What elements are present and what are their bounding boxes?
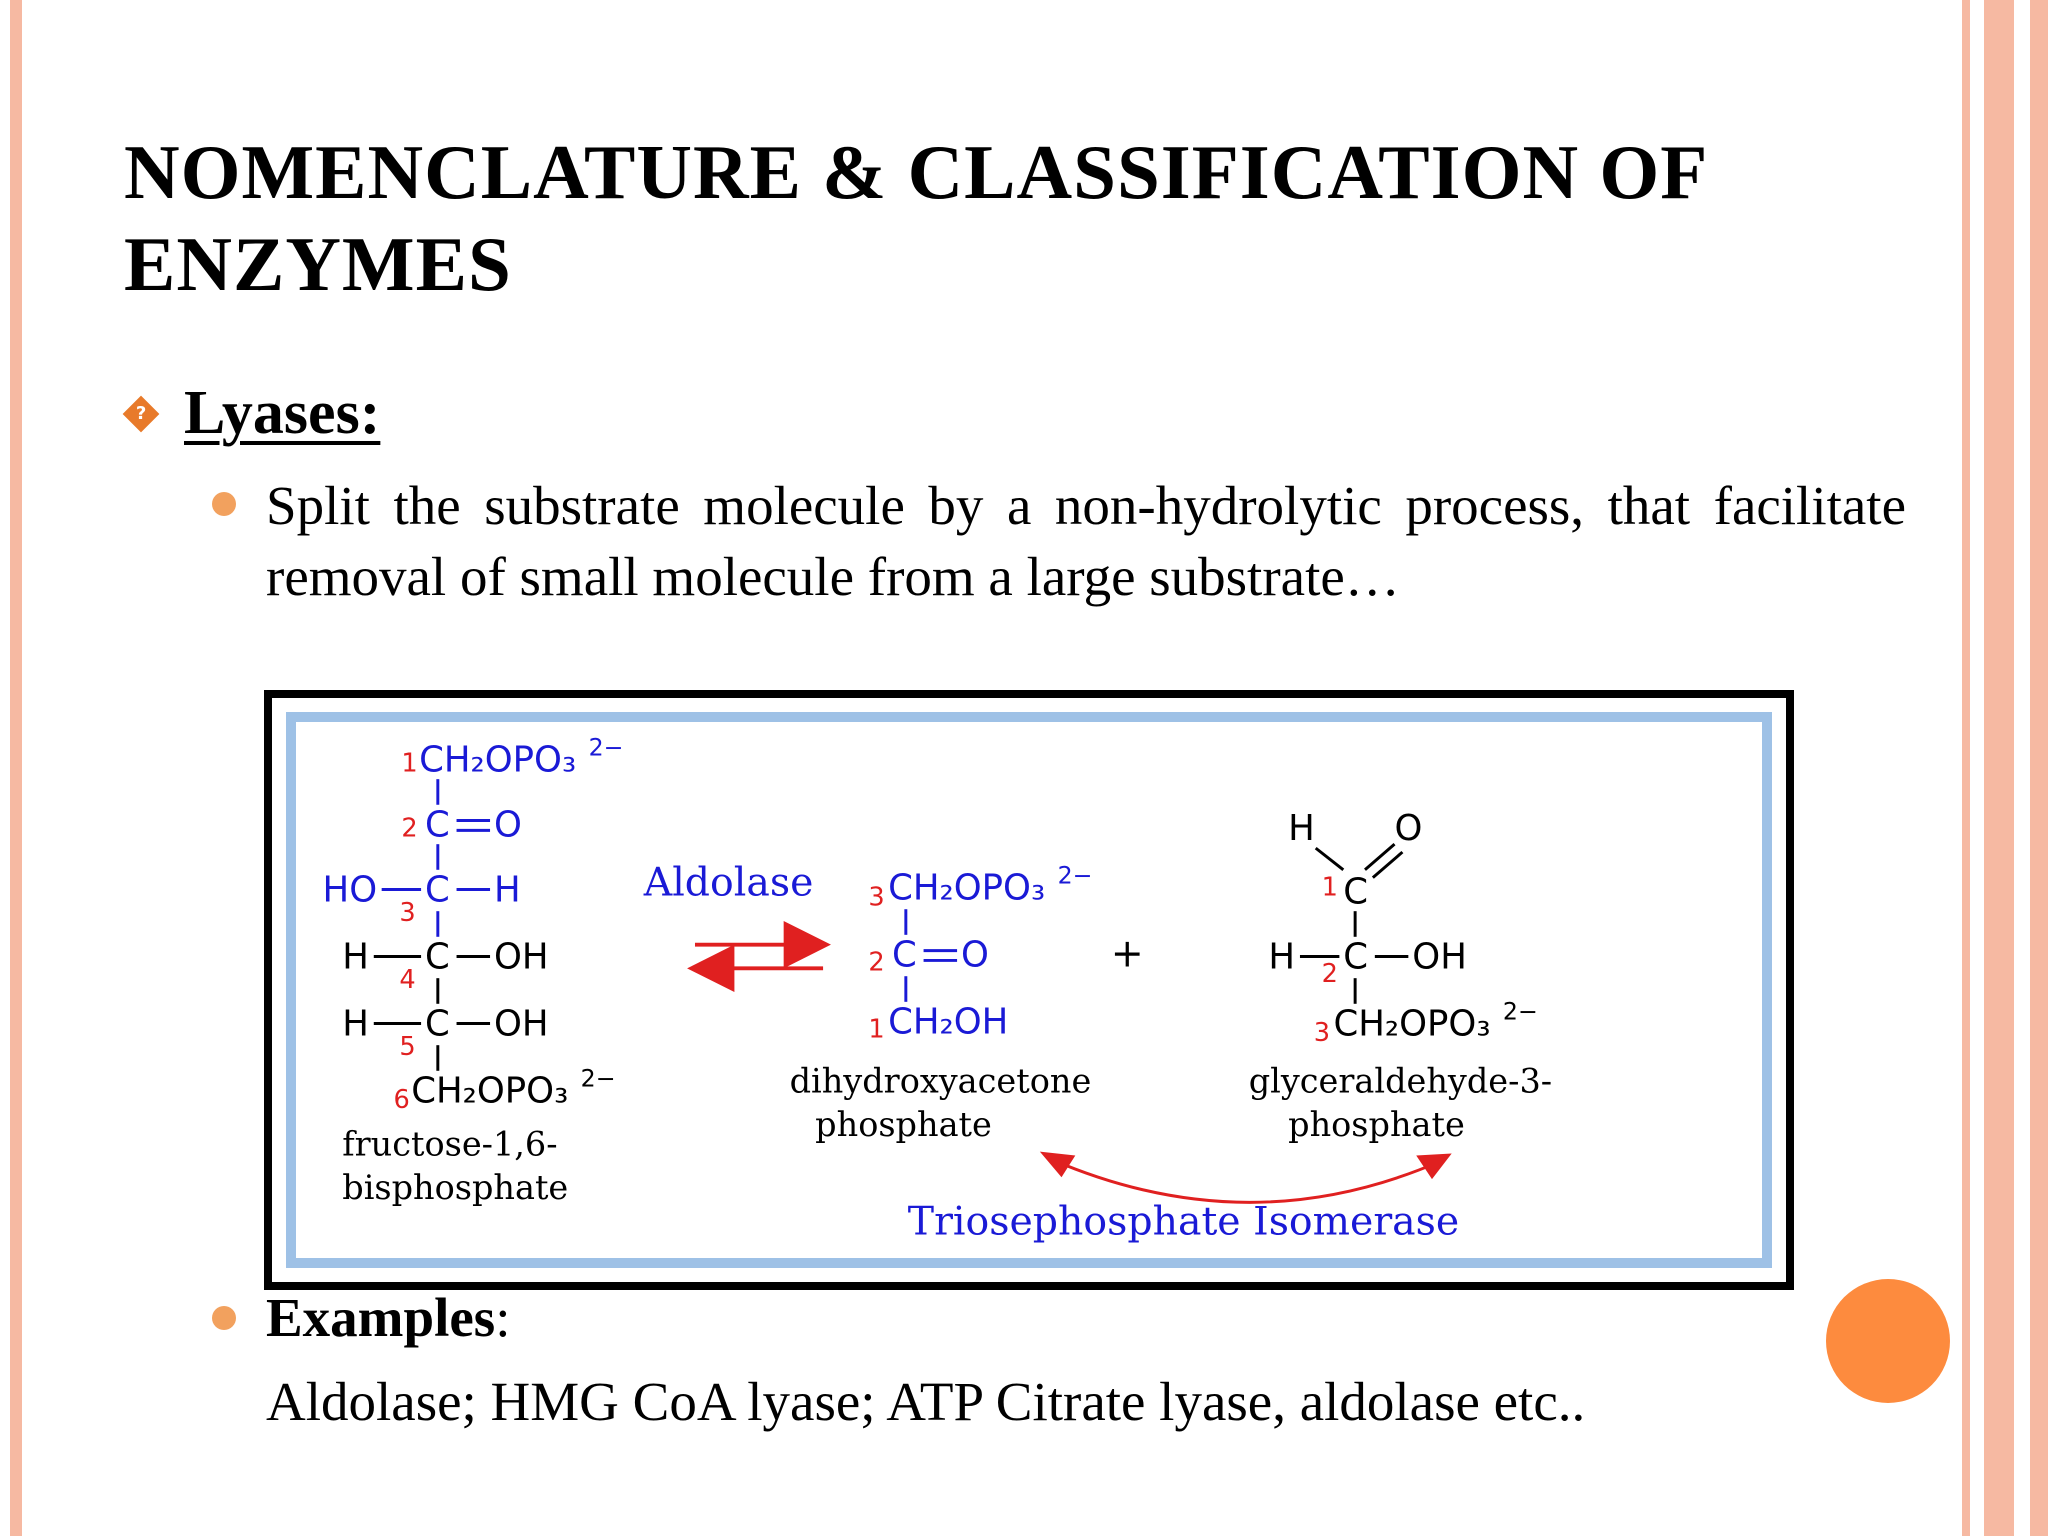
substrate-c6: CH₂OPO₃ bbox=[411, 1070, 569, 1112]
lyases-heading-text: Lyases: bbox=[184, 379, 381, 447]
examples-list: Aldolase; HMG CoA lyase; ATP Citrate lyase, aldolase etc.. bbox=[266, 1371, 1586, 1432]
substrate-c1-number: 1 bbox=[401, 748, 418, 779]
aldolase-reaction-figure bbox=[264, 690, 1794, 1290]
dhap-c1-number: 1 bbox=[868, 1014, 885, 1045]
dhap-name-line2: phosphate bbox=[815, 1104, 992, 1144]
substrate-c3-number: 3 bbox=[399, 898, 416, 929]
right-border-stripe-outer bbox=[2030, 0, 2048, 1536]
substrate-c3-ho: HO bbox=[322, 869, 378, 911]
substrate-c4-number: 4 bbox=[399, 965, 416, 996]
g3p-c3-charge: 2− bbox=[1502, 997, 1538, 1026]
substrate-name-line1: fructose-1,6- bbox=[342, 1124, 558, 1164]
bullet-dot-icon bbox=[212, 492, 236, 516]
substrate-c5-h: H bbox=[342, 1003, 369, 1045]
g3p-c1: C bbox=[1343, 871, 1369, 913]
dhap-c1: CH₂OH bbox=[888, 1001, 1009, 1043]
left-border-stripe bbox=[10, 0, 22, 1536]
examples-line bbox=[266, 1282, 1906, 1353]
orange-accent-circle bbox=[1826, 1279, 1950, 1403]
g3p-name-line1: glyceraldehyde-3- bbox=[1248, 1061, 1553, 1101]
g3p-name-line2: phosphate bbox=[1288, 1104, 1465, 1144]
g3p-c2-oh: OH bbox=[1412, 936, 1467, 978]
examples-label: Examples bbox=[266, 1287, 496, 1348]
figure-inner-frame bbox=[286, 712, 1772, 1268]
g3p-double-bond-1 bbox=[1365, 844, 1395, 870]
examples-colon: : bbox=[495, 1287, 511, 1348]
substrate-c1-charge: 2− bbox=[588, 733, 624, 762]
g3p-c2-number: 2 bbox=[1321, 959, 1338, 990]
dhap-c3-charge: 2− bbox=[1057, 861, 1093, 890]
right-border-stripe-inner bbox=[1962, 0, 1970, 1536]
substrate-c2-oxygen: O bbox=[493, 804, 522, 846]
right-border-stripe-wide bbox=[1984, 0, 2014, 1536]
lyases-definition: Split the substrate molecule by a non-hydrolytic process, that facilitate removal of small molecule from a large substrate… bbox=[266, 475, 1906, 607]
substrate-c2: C bbox=[425, 804, 450, 846]
plus-sign: + bbox=[1110, 930, 1144, 977]
isomerase-enzyme-label: Triosephosphate Isomerase bbox=[907, 1198, 1460, 1245]
diamond-bullet-icon: ? bbox=[123, 395, 160, 432]
g3p-c2: C bbox=[1343, 936, 1369, 978]
reaction-diagram bbox=[296, 722, 1762, 1258]
substrate-c3: C bbox=[425, 869, 450, 911]
dhap-c3: CH₂OPO₃ bbox=[888, 867, 1046, 909]
g3p-c1-number: 1 bbox=[1321, 872, 1338, 903]
substrate-c5: C bbox=[425, 1003, 450, 1045]
g3p-c2-h: H bbox=[1268, 936, 1296, 978]
substrate-c1: CH₂OPO₃ bbox=[419, 739, 577, 781]
aldolase-enzyme-label: Aldolase bbox=[643, 859, 814, 906]
bullet-dot-icon-2 bbox=[212, 1306, 236, 1330]
dhap-c3-number: 3 bbox=[868, 882, 885, 913]
isomerase-arrowhead-right bbox=[1416, 1154, 1451, 1180]
g3p-top-o: O bbox=[1394, 808, 1423, 850]
g3p-c3-number: 3 bbox=[1313, 1018, 1331, 1049]
dhap-c2: C bbox=[892, 934, 917, 976]
substrate-name-line2: bisphosphate bbox=[342, 1167, 569, 1207]
g3p-double-bond-2 bbox=[1373, 852, 1403, 878]
dhap-c2-oxygen: O bbox=[961, 934, 989, 976]
g3p-c3: CH₂OPO₃ bbox=[1333, 1003, 1491, 1045]
substrate-c4-oh: OH bbox=[493, 936, 549, 978]
substrate-c5-oh: OH bbox=[493, 1003, 549, 1045]
substrate-c5-number: 5 bbox=[399, 1032, 416, 1063]
lyases-heading bbox=[128, 378, 380, 449]
dhap-c2-number: 2 bbox=[868, 947, 885, 978]
substrate-c4-h: H bbox=[342, 936, 369, 978]
substrate-c2-number: 2 bbox=[401, 813, 418, 844]
substrate-c4: C bbox=[425, 936, 450, 978]
isomerase-arc bbox=[1052, 1159, 1440, 1202]
slide-title: NOMENCLATURE & CLASSIFICATION OF ENZYMES bbox=[124, 129, 1706, 307]
substrate-c6-number: 6 bbox=[393, 1085, 410, 1116]
substrate-c6-charge: 2− bbox=[580, 1064, 616, 1093]
g3p-top-h: H bbox=[1288, 808, 1315, 850]
isomerase-arrowhead-left bbox=[1040, 1152, 1075, 1178]
dhap-name-line1: dihydroxyacetone bbox=[789, 1061, 1092, 1101]
g3p-bond-h-c1 bbox=[1316, 848, 1344, 870]
substrate-c3-h: H bbox=[493, 869, 521, 911]
